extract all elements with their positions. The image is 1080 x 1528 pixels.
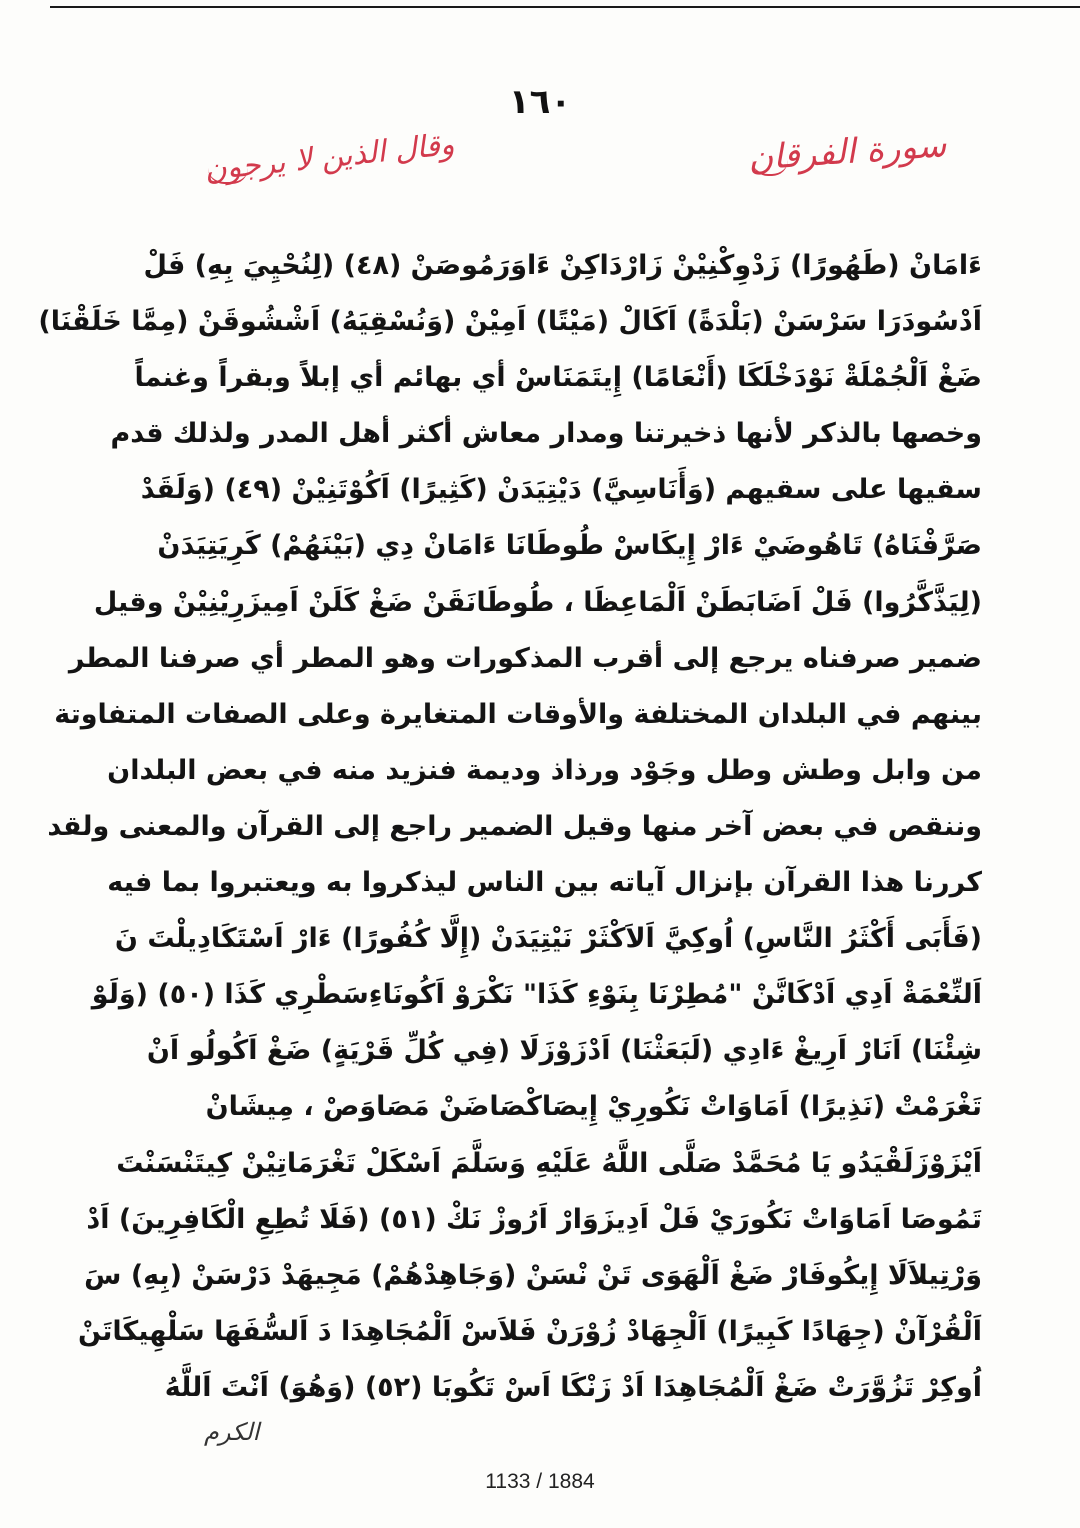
text-line: وخصها بالذكر لأنها ذخيرتنا ومدار معاش أكثر أهل المدر ولذلك قدم — [110, 418, 982, 450]
text-line: اَلْقُرْآنْ (جِهَادًا كَبِيرًا) اَلْجِهَادْ زُوْرَنْ فَلاَسْ اَلْمُجَاهِدَا دَ اَلسُّفَهَا سَلْهِيكَاتَنْ — [77, 1315, 982, 1347]
text-line: وننقص في بعض آخر منها وقيل الضمير راجع إلى القرآن والمعنى ولقد — [47, 810, 982, 842]
text-line: اَيْزَوْزَلَقْيَدُو يَا مُحَمَّدْ صَلَّى اللَّهُ عَلَيْهِ وَسَلَّمَ اَسْكَلْ تَغْرَمَاتِيْنْ كِيتَنْسَنْتَ — [116, 1147, 982, 1179]
text-line: ضمير صرفناه يرجع إلى أقرب المذكورات وهو المطر أي صرفنا المطر — [68, 642, 982, 674]
text-line: كررنا هذا القرآن بإنزال آياته بين الناس ليذكروا به ويعتبروا بما فيه — [107, 867, 982, 899]
text-line: اَدْسُودَرَا سَرْسَنْ (بَلْدَةً) اَكَالْ (مَيْتًا) اَمِيْنْ (وَنُسْقِيَهُ) اَشْشُوقَنْ (مِمَّا خَلَقْنَا) — [38, 306, 982, 338]
text-line: من وابل وطش وطل وجَوْد ورذاذ وديمة فنزيد منه في بعض البلدان — [107, 754, 982, 786]
handwritten-verse-note: وقال الذين لا يرجون — [202, 126, 457, 189]
text-line: بينهم في البلدان المختلفة والأوقات المتغايرة وعلى الصفات المتفاوتة — [54, 698, 982, 730]
handwritten-surah-note: سورة الفرقان — [746, 125, 948, 179]
text-line: صَرَّفْنَاهُ) تَاهُوضَيْ ءَارْ إِيكَاسْ طُوطَانَا ءَامَانْ دِي (بَيْنَهُمْ) كَرِيَتِيَدَنْ — [157, 530, 982, 562]
text-line: اُوكِرْ تَزُوَّرَتْ ضَغْ اَلْمُجَاهِدَا اَدْ زَنْكَا اَسْ تَكُوبَا (٥٢) (وَهُوَ) اَنْتَ اَللَّهُ — [164, 1371, 982, 1403]
text-line: وَرْتِيلاَلَا إِيكُوفَارْ ضَغْ اَلْهَوَى تَنْ نْسَنْ (وَجَاهِدْهُمْ) مَجِيهَدْ دَرْسَنْ (بِهِ) سَ — [84, 1259, 982, 1291]
page-counter: 1133 / 1884 — [485, 1470, 595, 1493]
text-line: شِئْنَا) اَنَارْ اَرِيغْ ءَادِي (لَبَعَثْنَا) اَدْزَوْزَلَا (فِي كُلِّ قَرْيَةٍ) ضَغْ اَكُولُو اَنْ — [146, 1035, 982, 1067]
text-line: (فَأَبَى أَكْثَرُ النَّاسِ) اُوكِيَّ اَلاَكْثَرْ نَيْتِيَدَنْ (إِلَّا كُفُورًا) ءَارْ اَسْتَكَادِيلْتَ نَ — [114, 923, 982, 955]
text-line: تَمُوصَا اَمَاوَاتْ نَكُورَيْ فَلْ اَدِيزَوَارْ اَرُوزْ نَكْ (٥١) (فَلَا تُطِعِ الْكَافِرِينَ) اَدْ — [86, 1203, 982, 1235]
handwritten-signature: الكرم — [204, 1418, 260, 1446]
text-line: (لِيَذَّكَّرُوا) فَلْ اَضَابَطَنْ اَلْمَاعِظَا ، طُوطَانَقَنْ ضَغْ كَلَنْ اَمِيزَرِيْنِيْنْ وقيل — [93, 586, 982, 618]
text-line: ضَغْ اَلْجُمْلَةْ نَوْدَخْلَكَا (أَنْعَامًا) إِيتَمَنَاسْ أي بهائم أي إبلاً وبقراً وغنماً — [134, 362, 982, 394]
text-line: تَغْرَمْتْ (نَذِيرًا) اَمَاوَاتْ نَكُورِيْ إِيصَاكْصَاضَنْ مَصَاوَصْ ، مِيشَانْ — [205, 1091, 982, 1123]
top-border-line — [50, 6, 1080, 8]
page-number: ١٦٠ — [508, 82, 572, 122]
body-text — [38, 238, 982, 1416]
text-line: سقيها على سقيهم (وَأَنَاسِيَّ) دَيْتِيَدَنْ (كَثِيرًا) اَكُوْتَنِيْنْ (٤٩) (وَلَقَدْ — [140, 474, 982, 506]
text-line: اَلنِّعْمَةْ اَدِي اَدْكَانَّنْ "مُطِرْنَا بِنَوْءِ كَذَا" نَكْرَوْ اَكُونَاءِسَطْرِي كَذَا (٥٠) (وَلَوْ — [91, 979, 982, 1011]
text-line: ءَامَانْ (طَهُورًا) زَدْوِكْنِيْنْ زَارْدَاكِنْ ءَاوَرَمُوصَنْ (٤٨) (لِنُحْيِيَ بِهِ) فَلْ — [143, 250, 982, 281]
